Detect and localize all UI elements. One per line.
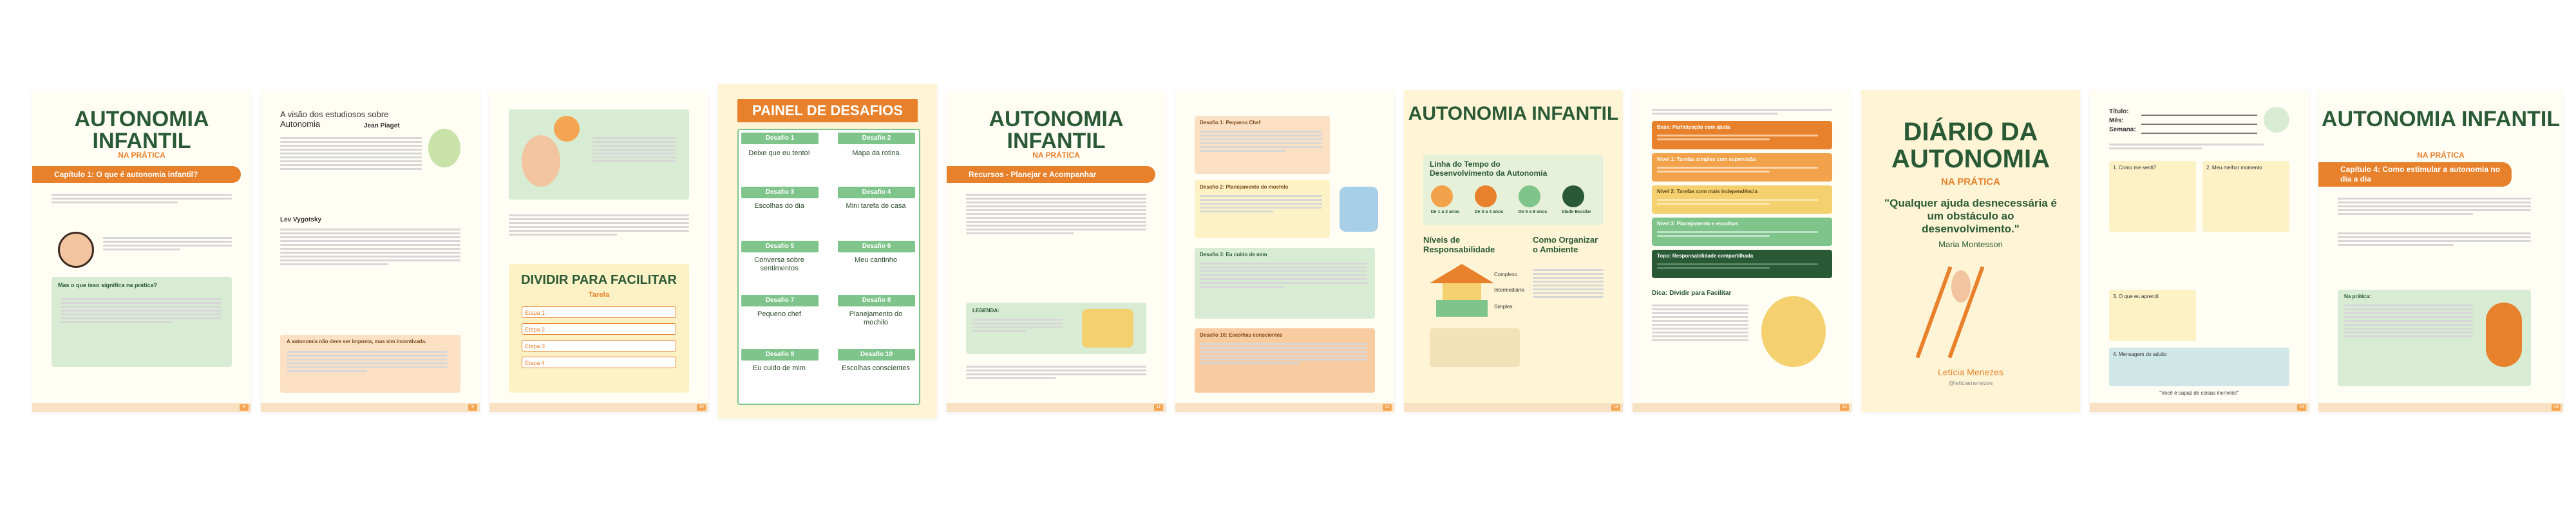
legend-title: LEGENDA: xyxy=(972,308,999,314)
page-number: 16 xyxy=(2297,404,2306,411)
page-footer xyxy=(1633,403,1852,412)
challenge-label: Desafio 9 xyxy=(741,349,819,360)
diary-section: 1. Como me senti? xyxy=(2109,161,2196,232)
legend-box xyxy=(966,303,1146,354)
child-illustration xyxy=(522,135,560,187)
author-handle: @leticiamenezes xyxy=(1948,380,1993,386)
highlight-box: A autonomia não deve ser imposta, mas sim incentivada. xyxy=(280,335,460,393)
challenge-text: Eu cuido de mim xyxy=(753,364,806,372)
page-number: 12 xyxy=(1383,404,1392,411)
age-icon xyxy=(1519,185,1540,207)
level-card: Topo: Responsabilidade compartilhada xyxy=(1652,250,1832,278)
author-name: Jean Piaget xyxy=(364,122,400,129)
page-footer xyxy=(2090,403,2309,412)
page-number: 13 xyxy=(1611,404,1620,411)
alert-icon xyxy=(554,116,580,142)
page-footer xyxy=(947,403,1166,412)
child-illustration xyxy=(58,232,94,268)
page-footer xyxy=(2318,403,2563,412)
callout-title: DIVIDIR PARA FACILITAR xyxy=(521,273,677,287)
age-icon xyxy=(1475,185,1497,207)
challenge-text: Pequeno chef xyxy=(757,310,801,318)
challenge-card: Desafio 2: Planejamento do mochilo xyxy=(1195,180,1330,238)
challenge-text: Mapa da rotina xyxy=(852,149,900,157)
page-title: AUTONOMIA INFANTIL xyxy=(2321,107,2561,131)
page-number: 18 xyxy=(2552,404,2561,411)
page-5 xyxy=(947,90,1166,412)
practice-box xyxy=(2338,290,2531,386)
challenge-label: Desafio 10 xyxy=(838,349,915,360)
challenge-text: Mini tarefa de casa xyxy=(846,202,906,210)
challenge-card: Desafio 10: Escolhas conscientes xyxy=(1195,328,1375,393)
challenge-text: Meu cantinho xyxy=(854,256,898,264)
step-field: Etapa 1 xyxy=(522,306,676,318)
pyramid-middle xyxy=(1443,283,1481,300)
challenge-label: Desafio 6 xyxy=(838,241,915,252)
timeline-title: Linha do Tempo do Desenvolvimento da Autonomia xyxy=(1430,160,1548,178)
illustration-panel xyxy=(509,109,689,200)
pyramid-base xyxy=(1436,300,1488,317)
page-number: 11 xyxy=(1154,404,1163,411)
page-subtitle: NA PRÁTICA xyxy=(2417,151,2465,160)
page-title: AUTONOMIA INFANTIL xyxy=(989,107,1124,153)
subheading: Lev Vygotsky xyxy=(280,216,322,223)
child-broom-illustration xyxy=(2486,303,2522,367)
page-footer xyxy=(1404,403,1623,412)
diary-section: 2. Meu melhor momento xyxy=(2202,161,2289,232)
quote: "Qualquer ajuda desnecessária é um obstáculo ao desenvolvimento." xyxy=(1884,197,2057,235)
diary-subtitle: NA PRÁTICA xyxy=(1941,176,2000,187)
author-name: Letícia Menezes xyxy=(1938,367,2003,377)
level-card: Nível 2: Tarefas com mais independência xyxy=(1652,185,1832,214)
page-footer xyxy=(489,403,708,412)
child-illustration xyxy=(1340,187,1378,232)
footer-quote: "Você é capaz de coisas incríveis!" xyxy=(2159,390,2239,396)
tip-title: Dica: Dividir para Facilitar xyxy=(1652,290,1732,297)
page-footer xyxy=(32,403,251,412)
furniture-illustration xyxy=(1430,328,1520,367)
challenge-card: Desafio 1: Pequeno Chef xyxy=(1195,116,1330,174)
page-2 xyxy=(261,90,480,412)
step-field: Etapa 2 xyxy=(522,323,676,335)
step-field: Etapa 3 xyxy=(522,340,676,351)
page-number: 14 xyxy=(1840,404,1849,411)
challenge-text: Conversa sobre sentimentos xyxy=(754,256,804,272)
challenge-label: Desafio 4 xyxy=(838,187,915,198)
chapter-ribbon: Capítulo 1: O que é autonomia infantil? xyxy=(32,166,241,183)
challenge-label: Desafio 1 xyxy=(741,133,819,144)
page-11 xyxy=(2318,90,2563,412)
emotion-icons xyxy=(2119,245,2183,270)
week-field-line xyxy=(2141,133,2257,134)
kids-cycling-illustration xyxy=(1082,309,1133,348)
challenges-banner: PAINEL DE DESAFIOS xyxy=(737,99,918,122)
diary-section: 4. Mensagem do adulto xyxy=(2109,348,2289,386)
child-illustration xyxy=(428,129,460,167)
body-text xyxy=(52,192,232,205)
pyramid-top xyxy=(1430,264,1494,283)
challenge-label: Desafio 2 xyxy=(838,133,915,144)
page-8 xyxy=(1633,90,1852,412)
task-label: Tarefa xyxy=(588,291,610,299)
page-6 xyxy=(1175,90,1394,412)
diary-section: 3. O que eu aprendi xyxy=(2109,290,2196,341)
level-card: Base: Participação com ajuda xyxy=(1652,121,1832,149)
page-number: 8 xyxy=(240,404,249,411)
page-subtitle: NA PRÁTICA xyxy=(118,151,166,160)
challenge-card: Desafio 3: Eu cuido de mim xyxy=(1195,248,1375,319)
environment-title: Como Organizar o Ambiente xyxy=(1533,235,1598,254)
challenge-label: Desafio 8 xyxy=(838,295,915,306)
month-field-line xyxy=(2141,124,2257,125)
chapter-ribbon: Recursos - Planejar e Acompanhar xyxy=(947,166,1155,183)
challenge-text: Escolhas do dia xyxy=(754,202,804,210)
page-footer xyxy=(1175,403,1394,412)
callout-box xyxy=(509,264,689,393)
age-icon xyxy=(1562,185,1584,207)
page-10: Título: Mês: Semana: 1. Como me senti? 2. Meu melhor momento 3. O que eu aprendi 4. Mensagem do adulto "Você é capaz de coisas incríveis!" 16 xyxy=(2090,90,2309,412)
child-climbing-icon xyxy=(1951,270,1971,303)
body-text xyxy=(103,235,232,252)
child-thinking-illustration xyxy=(1761,296,1826,367)
box-title: Mas o que isso significa na prática? xyxy=(58,282,158,288)
page-3 xyxy=(489,90,708,412)
ladder-illustration xyxy=(1926,258,2003,360)
quote-author: Maria Montessori xyxy=(1938,239,2003,249)
diary-title: DIÁRIO DA AUTONOMIA xyxy=(1891,118,2050,173)
levels-title: Níveis de Responsabilidade xyxy=(1423,235,1495,254)
age-icon xyxy=(1431,185,1453,207)
challenge-text: Deixe que eu tento! xyxy=(748,149,810,157)
challenges-grid xyxy=(737,129,920,405)
challenge-label: Desafio 3 xyxy=(741,187,819,198)
plant-icon xyxy=(2264,107,2289,133)
page-7: AUTONOMIA INFANTIL Linha do Tempo do Desenvolvimento da Autonomia De 1 a 2 anos De 3 a 4 anos De 5 a 6 anos Idade Escolar Níveis de Responsabilidade Complexo Intermediário Simples Como Organizar o Ambiente 13 xyxy=(1404,90,1623,412)
page-title: AUTONOMIA INFANTIL xyxy=(74,107,209,153)
challenge-label: Desafio 5 xyxy=(741,241,819,252)
level-card: Nível 1: Tarefas simples com supervisão xyxy=(1652,153,1832,182)
page-number: 9 xyxy=(468,404,477,411)
level-card: Nível 3: Planejamento e escolhas xyxy=(1652,218,1832,246)
page-4 xyxy=(718,84,937,418)
title-field-line xyxy=(2141,115,2257,116)
step-field: Etapa 4 xyxy=(522,357,676,368)
page-9 xyxy=(1861,90,2080,412)
challenge-label: Desafio 7 xyxy=(741,295,819,306)
page-1 xyxy=(32,90,251,412)
timeline-panel: Linha do Tempo do Desenvolvimento da Autonomia De 1 a 2 anos De 3 a 4 anos De 5 a 6 anos Idade Escolar xyxy=(1423,154,1604,225)
challenge-text: Planejamento do mochilo xyxy=(849,310,903,326)
challenge-text: Escolhas conscientes xyxy=(842,364,910,372)
page-subtitle: NA PRÁTICA xyxy=(1032,151,1080,160)
page-footer xyxy=(261,403,480,412)
page-title: AUTONOMIA INFANTIL xyxy=(1408,103,1619,124)
page-number: 10 xyxy=(697,404,706,411)
section-heading: A visão dos estudiosos sobre Autonomia xyxy=(280,109,389,129)
practice-box xyxy=(52,277,232,367)
chapter-ribbon: Capítulo 4: Como estimular a autonomia no dia a dia xyxy=(2318,162,2512,187)
box-title: Na prática: xyxy=(2344,294,2371,299)
